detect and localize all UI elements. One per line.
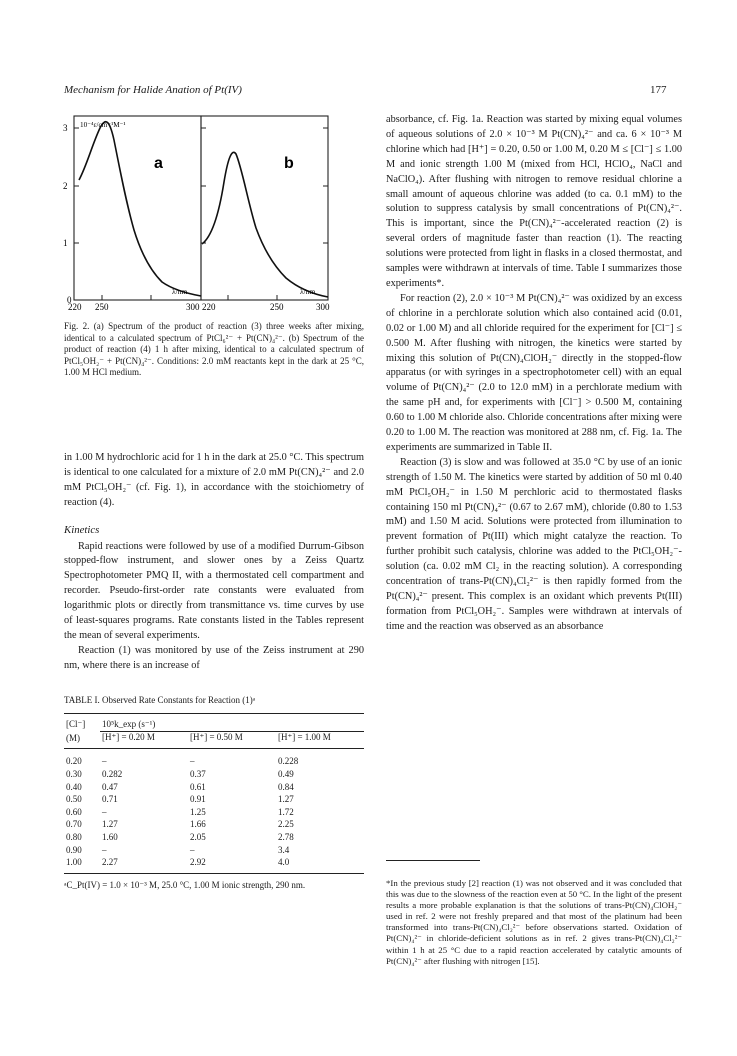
x-tick-b-250: 250 — [270, 302, 284, 312]
col-head-h020: [H⁺] = 0.20 M — [100, 731, 188, 749]
kinetics-heading: Kinetics — [64, 523, 100, 536]
rate-constants-table — [64, 713, 364, 874]
col-head-chloride: [Cl⁻] — [66, 719, 86, 730]
y-tick-1: 1 — [63, 238, 68, 248]
y-tick-0: 0 — [67, 295, 72, 305]
x-tick-a-220: 220 — [68, 302, 82, 312]
x-unit-b: λ/nm — [300, 287, 316, 296]
page-number: 177 — [650, 84, 667, 96]
y-tick-3: 3 — [63, 123, 68, 133]
table-1-title: TABLE I. Observed Rate Constants for Reaction (1)ᵃ — [64, 695, 256, 705]
spectrum-curve-b — [202, 152, 328, 297]
table-row: 1.00 2.27 2.92 4.0 — [64, 856, 364, 873]
table-row: 0.20 – – 0.228 — [66, 756, 299, 767]
right-column — [386, 113, 682, 635]
table-row: 0.30 0.282 0.37 0.49 — [66, 769, 294, 780]
col-head-kexp: 10⁵k_exp (s⁻¹) — [102, 718, 156, 729]
col-head-h100: [H⁺] = 1.00 M — [276, 731, 364, 749]
left-paragraph-3: Reaction (1) was monitored by use of the Zeiss instrument at 290 nm, where there is an increase of — [64, 644, 364, 671]
figure-caption: Fig. 2. (a) Spectrum of the product of reaction (3) three weeks after mixing, identical to a calculated spectrum of PtCl₆²⁻ + Pt(CN)₄²⁻. (b) Spectrum of the product of reaction (4) 1 h after mixing, identical to a calculated spectrum of PtCl₅OH₂⁻ + Pt(CN)₄²⁻. Conditions: 2.0 mM reactants kept in the dark at 25 °C, 1.00 M HCl medium. — [64, 321, 364, 378]
table-row: 0.80 1.60 2.05 2.78 — [66, 832, 294, 843]
table-row: 0.40 0.47 0.61 0.84 — [66, 781, 294, 792]
x-tick-b-220: 220 — [202, 302, 216, 312]
spectrum-plot — [62, 110, 364, 312]
table-row: 0.70 1.27 1.66 2.25 — [66, 819, 294, 830]
x-unit-a: λ/nm — [172, 287, 188, 296]
table-row: 0.90 – – 3.4 — [66, 844, 290, 855]
page-footnote: *In the previous study [2] reaction (1) was not observed and it was concluded that this was due to the slowness of the reaction even at 50 °C. In the light of the present results a more probable explanation is that the solutions of trans-Pt(CN)₄ClOH₂⁻ used in ref. 2 were not freshly prepared and that most of the platinum had been transformed into trans-Pt(CN)₄Cl₂²⁻ before observations started. Oxidation of Pt(CN)₄²⁻ in chloride-deficient solutions as in ref. 2 gives trans-Pt(CN)₄Cl₂²⁻ within 1 h at 25 °C due to a rapid reaction accelerated by catalytic amounts of Pt(CN)₄²⁻ after flushing with nitrogen [15]. — [386, 878, 682, 966]
panel-b-frame — [201, 116, 328, 300]
table-row: 0.60 – 1.25 1.72 — [66, 806, 294, 817]
running-head: Mechanism for Halide Anation of Pt(IV) — [64, 84, 242, 96]
table-row: 0.50 0.71 0.91 1.27 — [66, 794, 294, 805]
left-paragraph-1: in 1.00 M hydrochloric acid for 1 h in the dark at 25.0 °C. This spectrum is identical to one calculated for a mixture of 2.0 mM Pt(CN)₄²⁻ and 2.0 mM PtCl₅OH₂⁻ (cf. Fig. 1), in accordance with the stoichiometry of reaction (4). — [64, 452, 364, 508]
col-head-h050: [H⁺] = 0.50 M — [188, 731, 276, 749]
right-paragraph-1: absorbance, cf. Fig. 1a. Reaction was started by mixing equal volumes of aqueous solutions of 2.0 × 10⁻³ M Pt(CN)₄²⁻ and ca. 6 × 10⁻³ M chlorine which had [H⁺] = 0.20, 0.50 or 1.00 M, 0.20 M ≤ [Cl⁻] ≤ 1.00 M and ionic strength 1.00 M (mixed from HCl, HClO₄, NaCl and NaClO₄). After flushing with nitrogen to remove residual chlorine a small amount of aqueous chlorine was added (to ca. 0.1 mM) to the solution to suppress catalysis by small concentrations of Pt(CN)₄²⁻. This is important, since the Pt(CN)₄²⁻-accelerated reaction (2) is several orders of magnitude faster than reaction (1). The reacting solutions were protected from light in flasks in a closed thermostat, and samples were withdrawn at intervals of time. Table I summarizes those experiments*. — [386, 114, 682, 289]
panel-a-label: a — [154, 155, 163, 172]
col-head-chloride-unit: (M) — [66, 732, 80, 743]
figure-2 — [62, 110, 364, 312]
spectrum-curve-a — [79, 122, 201, 296]
y-tick-2: 2 — [63, 181, 68, 191]
table-1 — [64, 695, 364, 891]
footnote-rule — [386, 860, 480, 861]
left-paragraph-2: Rapid reactions were followed by use of a modified Durrum-Gibson stopped-flow instrument, and slower ones by a Zeiss Quartz Spectrophotometer PMQ II, with a thermostated cell compartment and recorder. Pseudo-first-order rate constants were evaluated from logarithmic plots or directly from transmittance vs. time curves by use of least-squares programs. Rate constants listed in the Tables represent the mean of several experiments. — [64, 540, 364, 641]
right-paragraph-3: Reaction (3) is slow and was followed at 35.0 °C by use of an ionic strength of 1.50 M. The kinetics were started by addition of 50 ml 0.40 mM PtCl₅OH₂⁻ in 1.50 M perchloric acid to thermostated flasks containing 150 ml Pt(CN)₄²⁻ (0.67 to 2.67 mM), chloride (0.80 to 1.53 mM) and 1.50 M acid. Solutions were protected from illumination to prevent formation of Pt(III) which might catalyze the reaction. To further prohibit such catalysis, chlorine was added to the PtCl₅OH₂⁻-solution (ca. 0.02 mM Cl₂ in the reacting solution). A corresponding concentration of trans-Pt(CN)₄Cl₂²⁻ is then rapidly formed from the Pt(CN)₄²⁻ present. This complex is an oxidant which prevents Pt(III) formation from PtCl₅OH₂⁻. Samples were withdrawn at intervals of time and the reaction was observed as an absorbance — [386, 456, 682, 632]
y-axis-label: 10⁻⁴ε/cm⁻¹M⁻¹ — [80, 121, 126, 129]
table-1-footnote: ᵃC_Pt(IV) = 1.0 × 10⁻³ M, 25.0 °C, 1.00 M ionic strength, 290 nm. — [64, 879, 306, 890]
x-tick-a-250: 250 — [95, 302, 109, 312]
x-tick-b-300: 300 — [316, 302, 330, 312]
left-column — [64, 451, 364, 674]
x-tick-a-300: 300 — [186, 302, 200, 312]
right-paragraph-2: For reaction (2), 2.0 × 10⁻³ M Pt(CN)₄²⁻ was oxidized by an excess of chlorine in a perchlorate solution which also contained acid (0.01, 0.02 or 1.00 M) and all chloride required for the experiment for [Cl⁻] ≤ 0.500 M. After flushing with nitrogen, the kinetics were started by mixing this solution of Pt(CN)₄ClOH₂⁻ directly in the stopped-flow apparatus (or with syringes in a spectrophotometer cell) with an equal volume of Pt(CN)₄²⁻ (2.0 to 12.0 mM) in a perchlorate medium with the same pH and, for experiments with [Cl⁻] > 0.500 M, containing 0.60 to 1.00 M chloride also. Chloride concentrations after mixing were 0.20 to 1.00 M. The reaction was monitored at 288 nm, cf. Fig. 1a. The experiments are summarized in Table II. — [386, 292, 682, 453]
panel-b-label: b — [284, 155, 294, 172]
